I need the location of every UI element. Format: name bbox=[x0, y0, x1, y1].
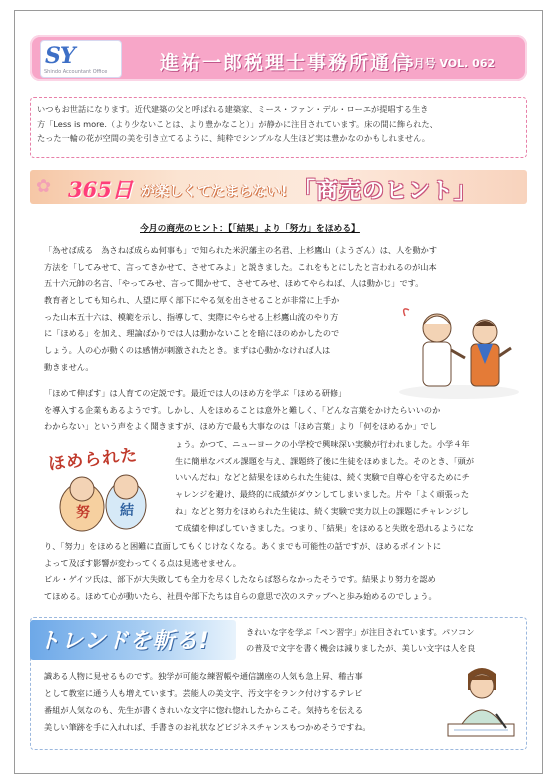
trend-line: 番組が人気なのも、先生が書くきれいな文字に惚れ惚れしたからこそ。気持ちを伝える bbox=[44, 705, 364, 715]
article-line: ビル・ゲイツ氏は、部下が大失敗しても全力を尽くしたならば怒らなかったそうです。結果より努力を認め bbox=[44, 574, 436, 585]
logo-mark: SY bbox=[45, 43, 75, 69]
article-line: てほめる。ほめて心が動いたら、社員や部下たちは自らの意思で次のステップへと歩み始めるのでしょう。 bbox=[44, 591, 437, 602]
article-line: いいんだね」などと結果をほめられた生徒は、続く実験で自尊心を守るためにチ bbox=[175, 472, 470, 483]
article-line: 五十六元帥の名言、「やってみせ、言って聞かせて、させてみせ、ほめてやらねば、人は動かじ」です。 bbox=[44, 278, 424, 289]
article-line: て成績を伸ばしていきました。つまり、「結果」をほめると失敗を恐れるようにな bbox=[175, 522, 474, 533]
article-line: ね」などと努力をほめられた生徒は、続く実験で実力以上の課題にチャレンジし bbox=[175, 505, 470, 516]
article-line: 生に簡単なパズル課題を与え、課題終了後に生徒をほめました。そのとき、「頭が bbox=[175, 455, 475, 466]
newsletter-title: 進祐一郎税理士事務所通信 bbox=[160, 52, 413, 74]
article-block-e bbox=[44, 538, 441, 605]
trend-line: として教室に通う人も増えています。芸能人の美文字、汚文字をランク付けするテレビ bbox=[44, 688, 363, 698]
article-line: 動きません。 bbox=[44, 361, 94, 372]
article-line: ょう。かつて、ニューヨークの小学校で興味深い実験が行われました。小学４年 bbox=[175, 439, 470, 449]
banner-main: 「商売のヒント」 bbox=[293, 179, 478, 204]
article-block-b bbox=[44, 292, 339, 376]
article-line: ャレンジを避け、最終的に成績がダウンしてしまいました。片や「よく頑張った bbox=[175, 489, 470, 500]
intro-line: たった一輪の花が空間の美を引き立てるように、純粋でシンプルな人生ほど実は豊かなのかもしれません。 bbox=[37, 133, 430, 143]
trend-top-block bbox=[246, 624, 475, 656]
banner-days: 365日 bbox=[68, 177, 133, 202]
article-line: しょう。人の心が動くのは感情が刺激されたとき。まずは心動かなければ人は bbox=[44, 345, 331, 356]
trend-line: 識ある人物に見せるものです。独学が可能な練習帳や通信講座の人気も急上昇、稽古事 bbox=[44, 671, 363, 681]
article-block-a bbox=[44, 242, 437, 292]
article-block-d bbox=[175, 436, 474, 536]
praised-illustration bbox=[42, 437, 172, 537]
svg-text:結: 結 bbox=[120, 503, 134, 519]
trend-line: きれいな字を学ぶ「ペン習字」が注目されています。パソコン bbox=[246, 627, 475, 637]
article-line: を導入する企業もあるようです。しかし、人をほめることは意外と難しく、「どんな言葉をかけたらいいのか bbox=[44, 404, 441, 415]
article-heading: 今月の商売のヒント：【「結果」より「努力」をほめる】 bbox=[140, 224, 360, 234]
article-line: り、「努力」をほめると困難に直面してもくじけなくなる。あくまでも可能性の話ですが、ほめるポイントに bbox=[44, 541, 442, 551]
trend-line: の普及で文字を書く機会は減りましたが、美しい文字は人を良 bbox=[246, 643, 476, 653]
intro-line: 方「Less is more.（より少ないことは、より豊かなこと）」が静かに注目されています。床の間に飾られた、 bbox=[37, 118, 438, 129]
office-logo bbox=[40, 40, 122, 78]
writing-person-illustration bbox=[438, 660, 524, 744]
article-line: 教育者としても知られ、人望に厚く部下にやる気を出させることが非常に上手か bbox=[44, 295, 340, 305]
logo-subtitle: Shindo Accountant Office bbox=[44, 69, 108, 75]
banner-middle: が楽しくてたまらない! bbox=[141, 184, 288, 200]
issue-label: 5月号 VOL. 062 bbox=[406, 57, 496, 70]
article-line: 「為せば成る 為さねば成らぬ何事も」で知られた米沢藩主の名君、上杉鷹山（ようざん）は、人を動かす bbox=[44, 245, 438, 255]
article-line: に「ほめる」を加え、理論ばかりでは人は動かないことを暗にほのめかしたので bbox=[44, 328, 340, 339]
article-line: 「ほめて伸ばす」は人育ての定説です。最近では人のほめ方を学ぶ「ほめる研修」 bbox=[44, 388, 347, 398]
trend-line: 美しい筆跡を手に入れれば、手書きのお礼状などビジネスチャンスもつかめそうですね。 bbox=[44, 722, 371, 732]
trend-body-block bbox=[44, 668, 371, 736]
intro-line: いつもお世話になります。近代建築の父と呼ばれる建築家、ミース・ファン・デル・ローエが提唱する生き bbox=[37, 104, 429, 114]
article-line: った山本五十六は、模範を示し、指導して、実際にやらせる上杉鷹山流のやり方 bbox=[44, 311, 339, 322]
article-line: 方法を「してみせて、言ってきかせて、させてみよ」と説きました。これをもとにしたと言われるのが山本 bbox=[44, 261, 437, 272]
praised-label: ほめられた bbox=[47, 445, 140, 475]
article-block-c bbox=[44, 385, 440, 435]
svg-text:努: 努 bbox=[76, 505, 90, 521]
flower-icon: ✿ bbox=[36, 176, 52, 197]
article-line: わからない」という声をよく聞きますが、ほめ方で最も大事なのは「ほめ言葉」より「何をほめるか」でし bbox=[44, 421, 438, 432]
intro-box bbox=[30, 97, 527, 158]
trend-title: トレンドを斬る! bbox=[38, 629, 210, 654]
article-line: よって及ぼす影響が変わってくる点は見逃せません。 bbox=[44, 557, 241, 568]
